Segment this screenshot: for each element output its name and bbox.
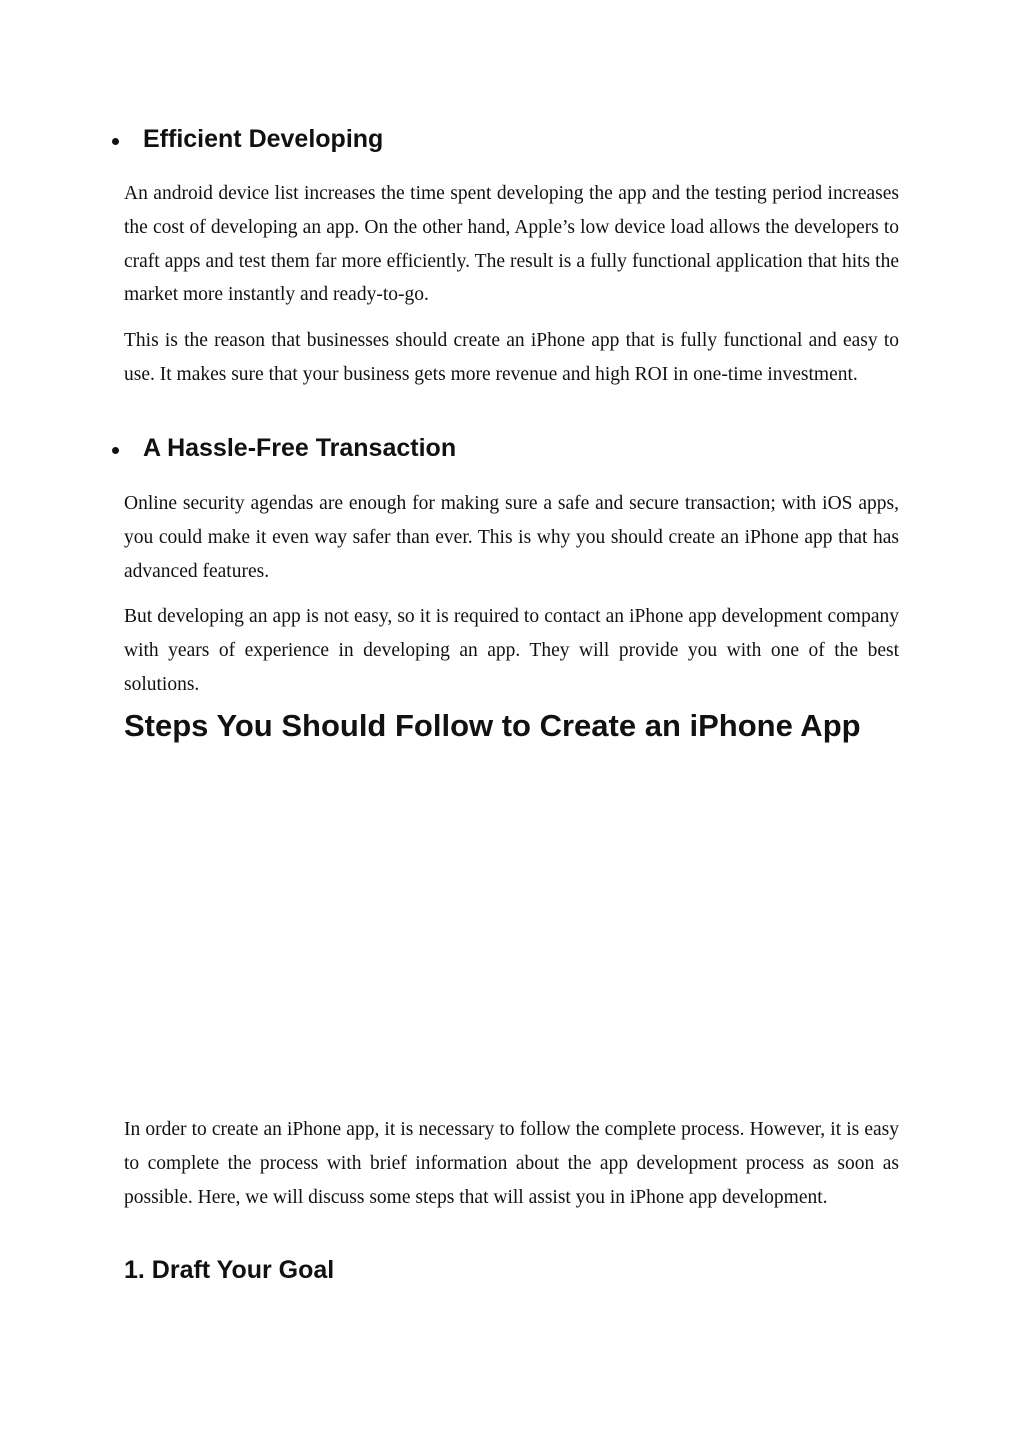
paragraph-hassle-1: Online security agendas are enough for making sure a safe and secure transaction; with iOS apps, you could make it even way safer than ever. This is why you should create an iPhone app that has advanced features. xyxy=(124,493,899,582)
heading-text: Efficient Developing xyxy=(143,125,384,153)
figure-placeholder xyxy=(124,762,899,1102)
paragraph-steps: In order to create an iPhone app, it is necessary to follow the complete process. However, it is easy to complete the process with brief information about the app development process as soon as possible. Here, we will discuss some steps that will assist you in iPhone app development. xyxy=(124,1119,899,1208)
bullet-icon xyxy=(112,138,119,145)
section-heading-steps: Steps You Should Follow to Create an iPhone App xyxy=(124,708,861,743)
bullet-icon xyxy=(112,447,119,454)
heading-text: A Hassle-Free Transaction xyxy=(143,434,457,462)
bullet-heading-hassle-free-transaction xyxy=(112,433,456,463)
paragraph-efficient-1: An android device list increases the time spent developing the app and the testing period increases the cost of developing an app. On the other hand, Apple’s low device load allows the developers to craft apps and test them far more efficiently. The result is a fully functional application that hits the market more instantly and ready-to-go. xyxy=(124,183,899,306)
paragraph-hassle-2: But developing an app is not easy, so it is required to contact an iPhone app development company with years of experience in developing an app. They will provide you with one of the best solutions. xyxy=(124,606,899,695)
bullet-heading-efficient-developing xyxy=(112,124,383,154)
subheading-draft-your-goal: 1. Draft Your Goal xyxy=(124,1256,335,1284)
paragraph-efficient-2: This is the reason that businesses should create an iPhone app that is fully functional and easy to use. It makes sure that your business gets more revenue and high ROI in one-time investment. xyxy=(124,330,899,385)
